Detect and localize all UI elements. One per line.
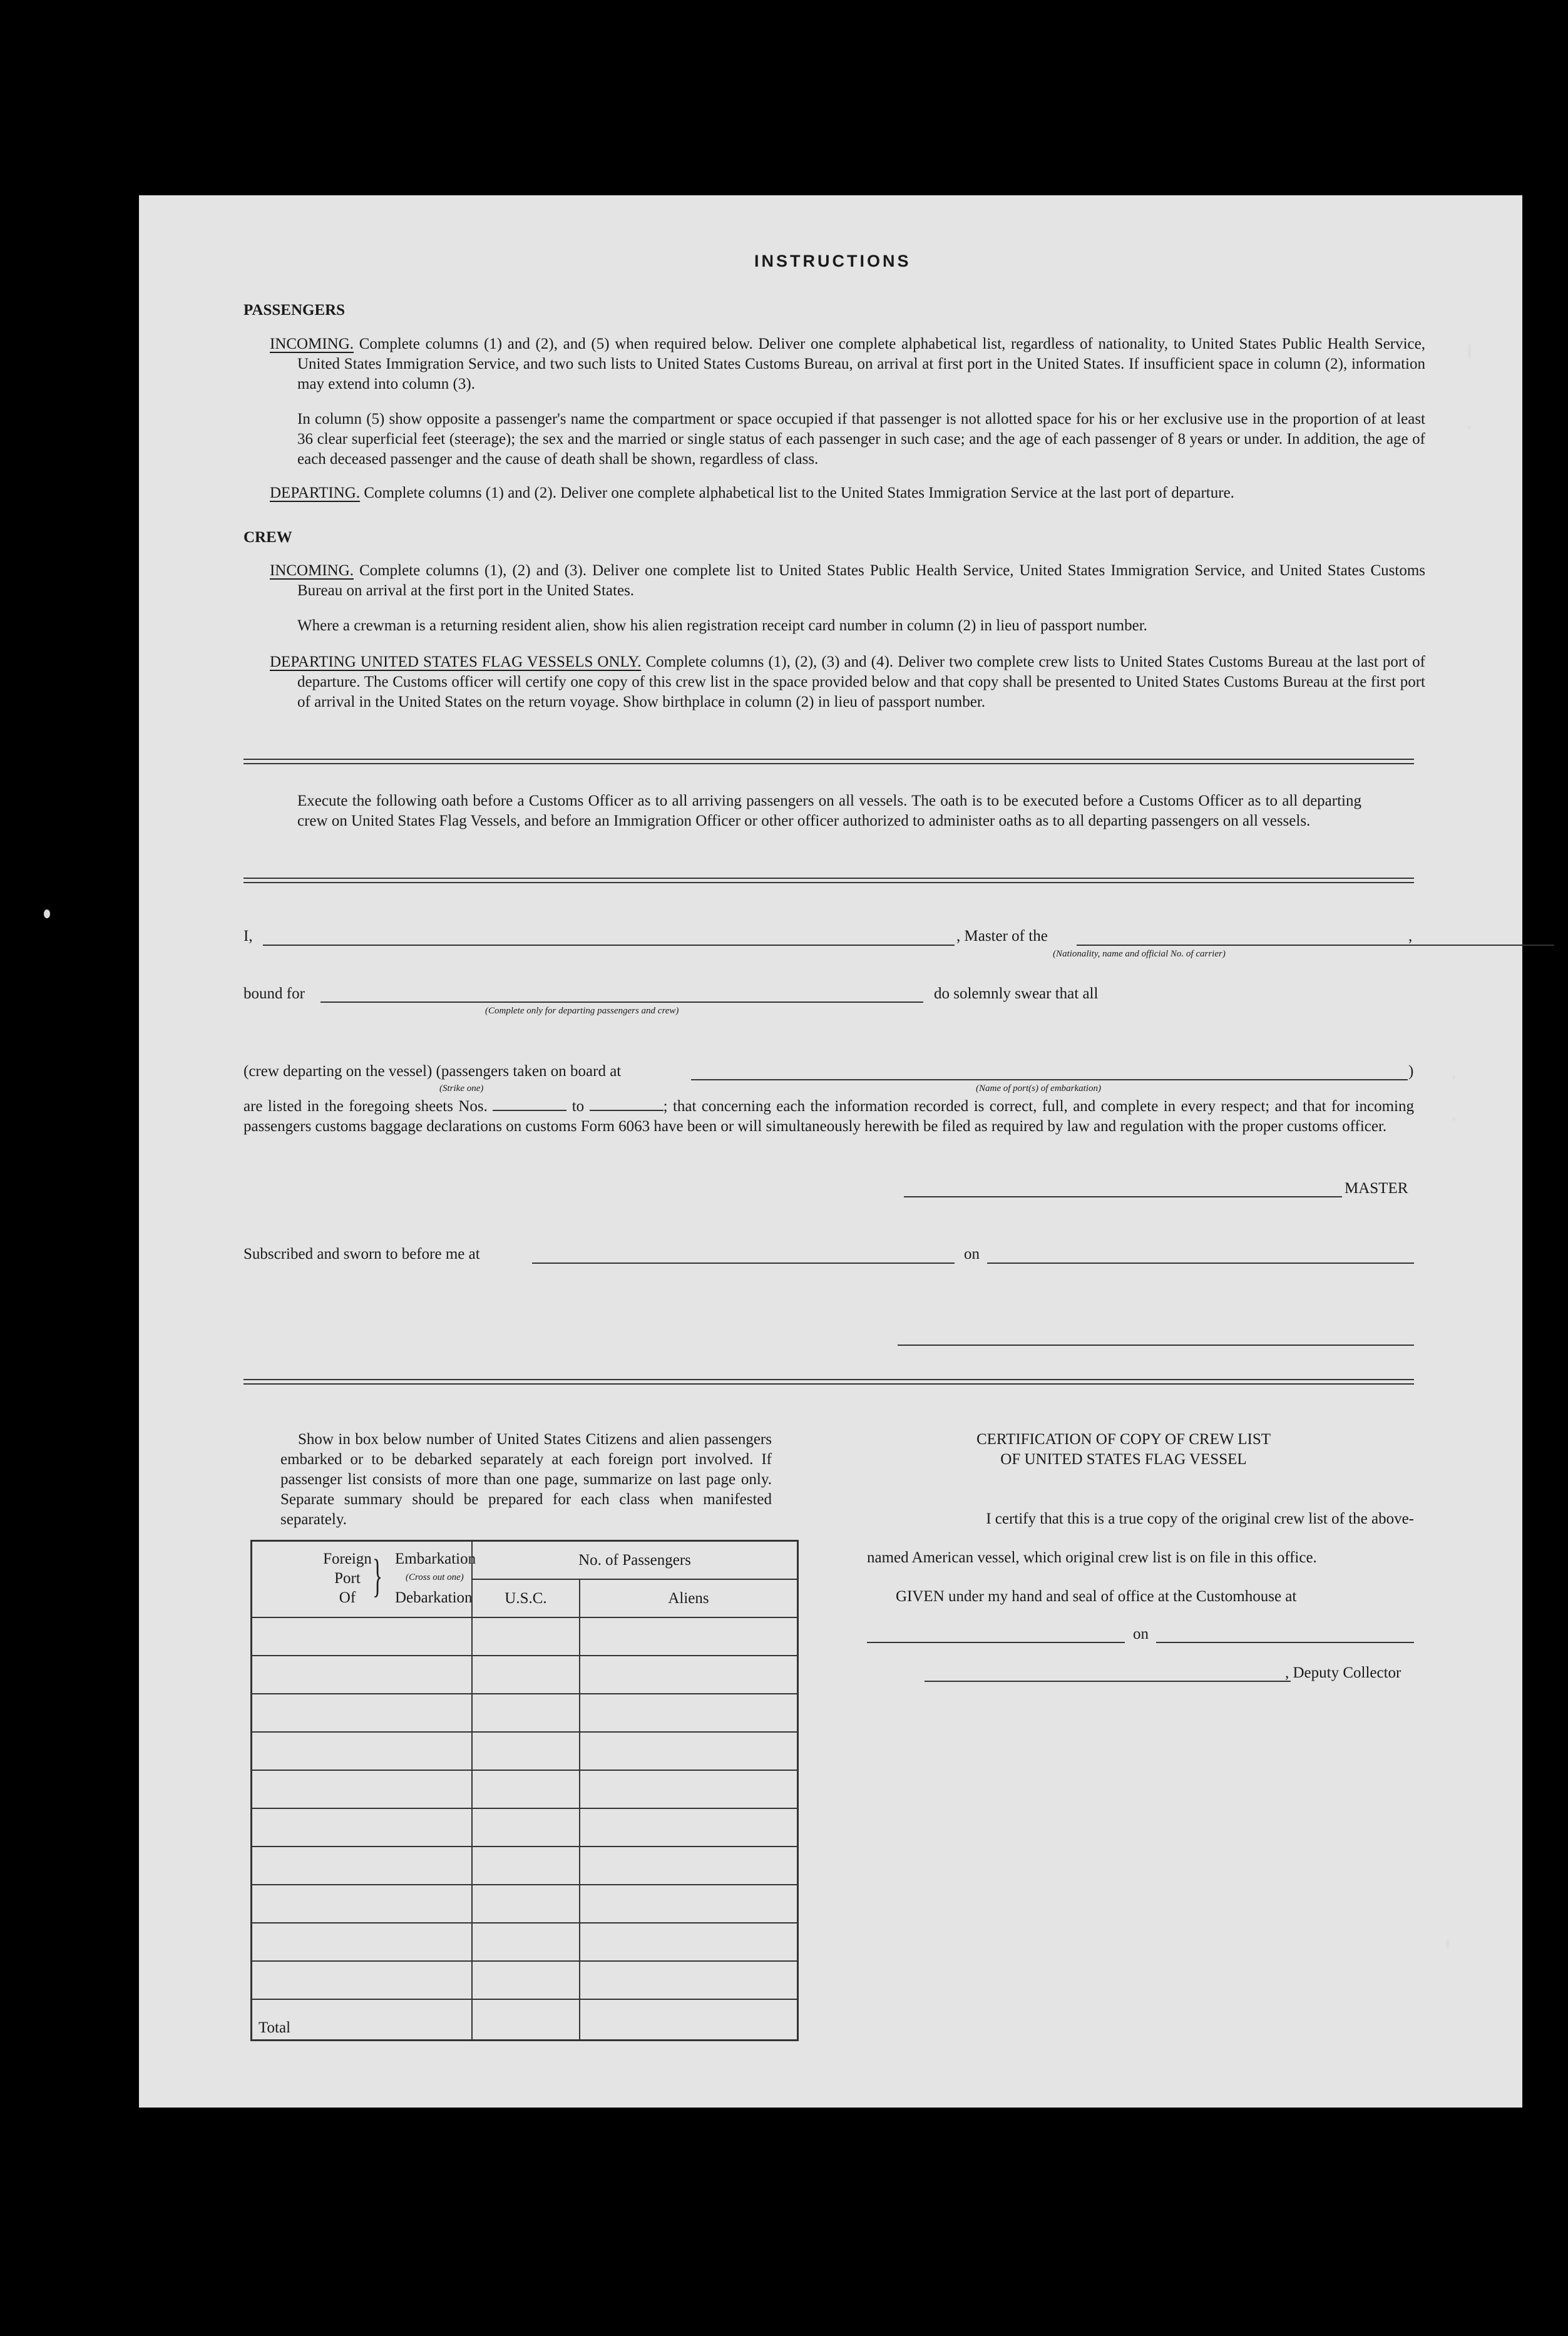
table-row bbox=[252, 1732, 798, 1770]
ports-caption: (Name of port(s) of embarkation) bbox=[976, 1083, 1101, 1094]
aliens-cell[interactable] bbox=[580, 1694, 798, 1732]
section-divider bbox=[243, 759, 1414, 764]
master-signature-field[interactable] bbox=[904, 1196, 1342, 1197]
crew-incoming-text: Complete columns (1), (2) and (3). Deliver one complete list to United States Public Health Service, United States Immigration Service, and United States Customs Bureau on arrival at the first port in the United States. bbox=[297, 562, 1426, 599]
aliens-cell[interactable] bbox=[580, 1656, 798, 1694]
close-paren-label: ) bbox=[1408, 1063, 1414, 1080]
total-label: Total bbox=[252, 1999, 473, 2041]
scan-speck bbox=[1446, 1939, 1449, 1948]
subscribed-label: Subscribed and sworn to before me at bbox=[243, 1246, 480, 1263]
table-row bbox=[252, 1617, 798, 1656]
port-cell[interactable] bbox=[252, 1808, 473, 1847]
passenger-summary-table bbox=[250, 1540, 799, 2041]
bound-for-caption: (Complete only for departing passengers and crew) bbox=[485, 1006, 679, 1016]
passengers-incoming-label: INCOMING. bbox=[270, 336, 354, 352]
table-row bbox=[252, 1656, 798, 1694]
aliens-cell[interactable] bbox=[580, 1770, 798, 1808]
usc-header: U.S.C. bbox=[472, 1579, 580, 1617]
crew-departing-label: DEPARTING UNITED STATES FLAG VESSELS ONLY. bbox=[270, 653, 642, 670]
certification-title-line2: OF UNITED STATES FLAG VESSEL bbox=[1000, 1451, 1247, 1468]
port-header-cell bbox=[252, 1541, 476, 1618]
port-cell[interactable] bbox=[252, 1885, 473, 1923]
strike-one-caption: (Strike one) bbox=[439, 1083, 484, 1094]
brace-icon: } bbox=[372, 1550, 382, 1602]
total-row bbox=[252, 1999, 798, 2041]
passengers-incoming-text: Complete columns (1) and (2), and (5) when required below. Deliver one complete alphabetical list, regardless of nationality, to United States Public Health Service, United States Immigration Service, and two such lists to United States Customs Bureau, on arrival at first port in the United States. If insufficient space in column (2), information may extend into column (3). bbox=[297, 336, 1426, 392]
certification-title bbox=[945, 1430, 1302, 1470]
port-cell[interactable] bbox=[252, 1847, 473, 1885]
aliens-cell[interactable] bbox=[580, 1847, 798, 1885]
bound-for-field[interactable] bbox=[320, 1002, 923, 1003]
table-row bbox=[252, 1961, 798, 1999]
usc-cell[interactable] bbox=[472, 1961, 580, 1999]
certify-line2: named American vessel, which original crew list is on file in this office. bbox=[867, 1549, 1317, 1566]
passengers-departing-label: DEPARTING. bbox=[270, 484, 361, 501]
crew-resident-paragraph: Where a crewman is a returning resident alien, show his alien registration receipt card number in column (2) in lieu of passport number. bbox=[297, 617, 1147, 634]
foreign-label: Foreign bbox=[323, 1550, 372, 1567]
port-cell[interactable] bbox=[252, 1694, 473, 1732]
usc-cell[interactable] bbox=[472, 1923, 580, 1961]
scan-speck bbox=[1452, 1075, 1455, 1079]
swear-label: do solemnly swear that all bbox=[934, 985, 1099, 1002]
usc-cell[interactable] bbox=[472, 1808, 580, 1847]
passengers-incoming-paragraph bbox=[270, 334, 1426, 394]
sheet-to-field[interactable] bbox=[590, 1099, 664, 1111]
given-line: GIVEN under my hand and seal of office at the Customhouse at bbox=[896, 1588, 1297, 1605]
usc-cell[interactable] bbox=[472, 1656, 580, 1694]
port-cell[interactable] bbox=[252, 1923, 473, 1961]
table-header-row bbox=[252, 1541, 798, 1580]
usc-cell[interactable] bbox=[472, 1885, 580, 1923]
of-label: Of bbox=[339, 1589, 356, 1606]
aliens-cell[interactable] bbox=[580, 1961, 798, 1999]
port-cell[interactable] bbox=[252, 1732, 473, 1770]
usc-cell[interactable] bbox=[472, 1617, 580, 1656]
passengers-heading: PASSENGERS bbox=[243, 302, 346, 319]
listed-prefix: are listed in the foregoing sheets Nos. bbox=[243, 1098, 488, 1115]
crew-departing-text: Complete columns (1), (2), (3) and (4). Deliver two complete crew lists to United States Customs Bureau at the last port of departure. The Customs officer will certify one copy of this crew list in the space provided below and that copy shall be presented to United States Customs Bureau at the first port of arrival in the United States on the return voyage. Show birthplace in column (2) in lieu of passport number. bbox=[297, 653, 1425, 710]
table-row bbox=[252, 1885, 798, 1923]
scan-speck bbox=[1452, 1117, 1455, 1121]
aliens-total-cell[interactable] bbox=[580, 1999, 798, 2041]
carrier-field[interactable] bbox=[1077, 945, 1554, 946]
passengers-departing-paragraph bbox=[270, 483, 1234, 503]
master-name-field[interactable] bbox=[263, 945, 955, 946]
table-row bbox=[252, 1923, 798, 1961]
table-row bbox=[252, 1847, 798, 1885]
crew-incoming-paragraph bbox=[270, 561, 1426, 601]
customhouse-field[interactable] bbox=[867, 1642, 1125, 1643]
aliens-header: Aliens bbox=[580, 1579, 798, 1617]
carrier-caption: (Nationality, name and official No. of carrier) bbox=[1053, 949, 1226, 959]
table-row bbox=[252, 1770, 798, 1808]
crew-departing-paragraph bbox=[270, 652, 1425, 712]
aliens-cell[interactable] bbox=[580, 1808, 798, 1847]
embarkation-ports-field[interactable] bbox=[691, 1079, 1408, 1080]
scan-speck bbox=[44, 909, 50, 918]
form-page bbox=[139, 195, 1522, 2108]
summary-instruction: Show in box below number of United States Citizens and alien passengers embarked or to be debarked separately at each foreign port involved. If passenger list consists of more than one page, summarize on last page only. Separate summary should be prepared for each class when manifested separately. bbox=[280, 1431, 772, 1528]
oath-i-label: I, bbox=[243, 928, 253, 945]
port-label: Port bbox=[334, 1570, 361, 1587]
page-title: INSTRUCTIONS bbox=[754, 252, 911, 270]
port-cell[interactable] bbox=[252, 1656, 473, 1694]
oath-instruction: Execute the following oath before a Customs Officer as to all arriving passengers on all vessels. The oath is to be executed before a Customs Officer as to all departing crew on United States Flag Vessels, and before an Immigration Officer or other officer authorized to administer oaths as to all departing passengers on all vessels. bbox=[297, 792, 1361, 829]
usc-cell[interactable] bbox=[472, 1732, 580, 1770]
sworn-on-label: on bbox=[964, 1246, 980, 1263]
cross-out-caption: (Cross out one) bbox=[406, 1572, 464, 1582]
master-label: MASTER bbox=[1345, 1180, 1408, 1197]
table-row bbox=[252, 1694, 798, 1732]
section-divider bbox=[243, 878, 1414, 883]
listed-paragraph bbox=[243, 1097, 1414, 1137]
crew-heading: CREW bbox=[243, 529, 292, 546]
usc-total-cell[interactable] bbox=[472, 1999, 580, 2041]
certification-date-field[interactable] bbox=[1156, 1642, 1414, 1643]
aliens-cell[interactable] bbox=[580, 1732, 798, 1770]
deputy-collector-label: , Deputy Collector bbox=[1285, 1664, 1401, 1681]
crew-incoming-label: INCOMING. bbox=[270, 562, 354, 579]
scan-speck bbox=[1468, 426, 1471, 429]
sworn-date-field[interactable] bbox=[987, 1263, 1414, 1264]
deputy-signature-field[interactable] bbox=[925, 1681, 1291, 1682]
port-cell[interactable] bbox=[252, 1617, 473, 1656]
crew-passengers-label: (crew departing on the vessel) (passengers taken on board at bbox=[243, 1063, 622, 1080]
embarkation-label: Embarkation bbox=[395, 1550, 476, 1567]
section-divider bbox=[243, 1379, 1414, 1385]
usc-cell[interactable] bbox=[472, 1847, 580, 1885]
certification-on-label: on bbox=[1133, 1626, 1149, 1642]
officer-signature-field[interactable] bbox=[898, 1345, 1414, 1346]
port-cell[interactable] bbox=[252, 1961, 473, 1999]
port-header-left bbox=[322, 1549, 372, 1607]
certification-title-line1: CERTIFICATION OF COPY OF CREW LIST bbox=[976, 1431, 1271, 1448]
debarkation-label: Debarkation bbox=[395, 1589, 473, 1606]
bound-for-label: bound for bbox=[243, 985, 305, 1002]
sworn-place-field[interactable] bbox=[532, 1263, 955, 1264]
scan-speck bbox=[1468, 343, 1471, 359]
sheet-from-field[interactable] bbox=[493, 1099, 566, 1111]
listed-rest: ; that concerning each the information recorded is correct, full, and complete in every respect; and that for incoming passengers customs baggage declarations on customs Form 6063 have been or will simultaneously herewith be filed as required by law and regulation with the proper customs officer. bbox=[243, 1098, 1415, 1135]
certify-line1: I certify that this is a true copy of the original crew list of the above- bbox=[986, 1510, 1414, 1527]
no-passengers-header: No. of Passengers bbox=[472, 1541, 798, 1580]
usc-cell[interactable] bbox=[472, 1770, 580, 1808]
passengers-column5-paragraph: In column (5) show opposite a passenger's name the compartment or space occupied if that passenger is not allotted space for his or her exclusive use in the proportion of at least 36 clear superficial feet (steerage); the sex and the married or single status of each passenger in such case; and the age of each passenger of 8 years or under. In addition, the age of each deceased passenger and the cause of death shall be shown, regardless of class. bbox=[297, 411, 1425, 468]
passengers-departing-text: Complete columns (1) and (2). Deliver one complete alphabetical list to the United States Immigration Service at the last port of departure. bbox=[364, 484, 1234, 501]
aliens-cell[interactable] bbox=[580, 1885, 798, 1923]
aliens-cell[interactable] bbox=[580, 1923, 798, 1961]
to-label: to bbox=[571, 1098, 585, 1115]
comma-label: , bbox=[1408, 928, 1413, 945]
master-of-the-label: , Master of the bbox=[956, 928, 1048, 945]
table-row bbox=[252, 1808, 798, 1847]
usc-cell[interactable] bbox=[472, 1694, 580, 1732]
port-cell[interactable] bbox=[252, 1770, 473, 1808]
aliens-cell[interactable] bbox=[580, 1617, 798, 1656]
